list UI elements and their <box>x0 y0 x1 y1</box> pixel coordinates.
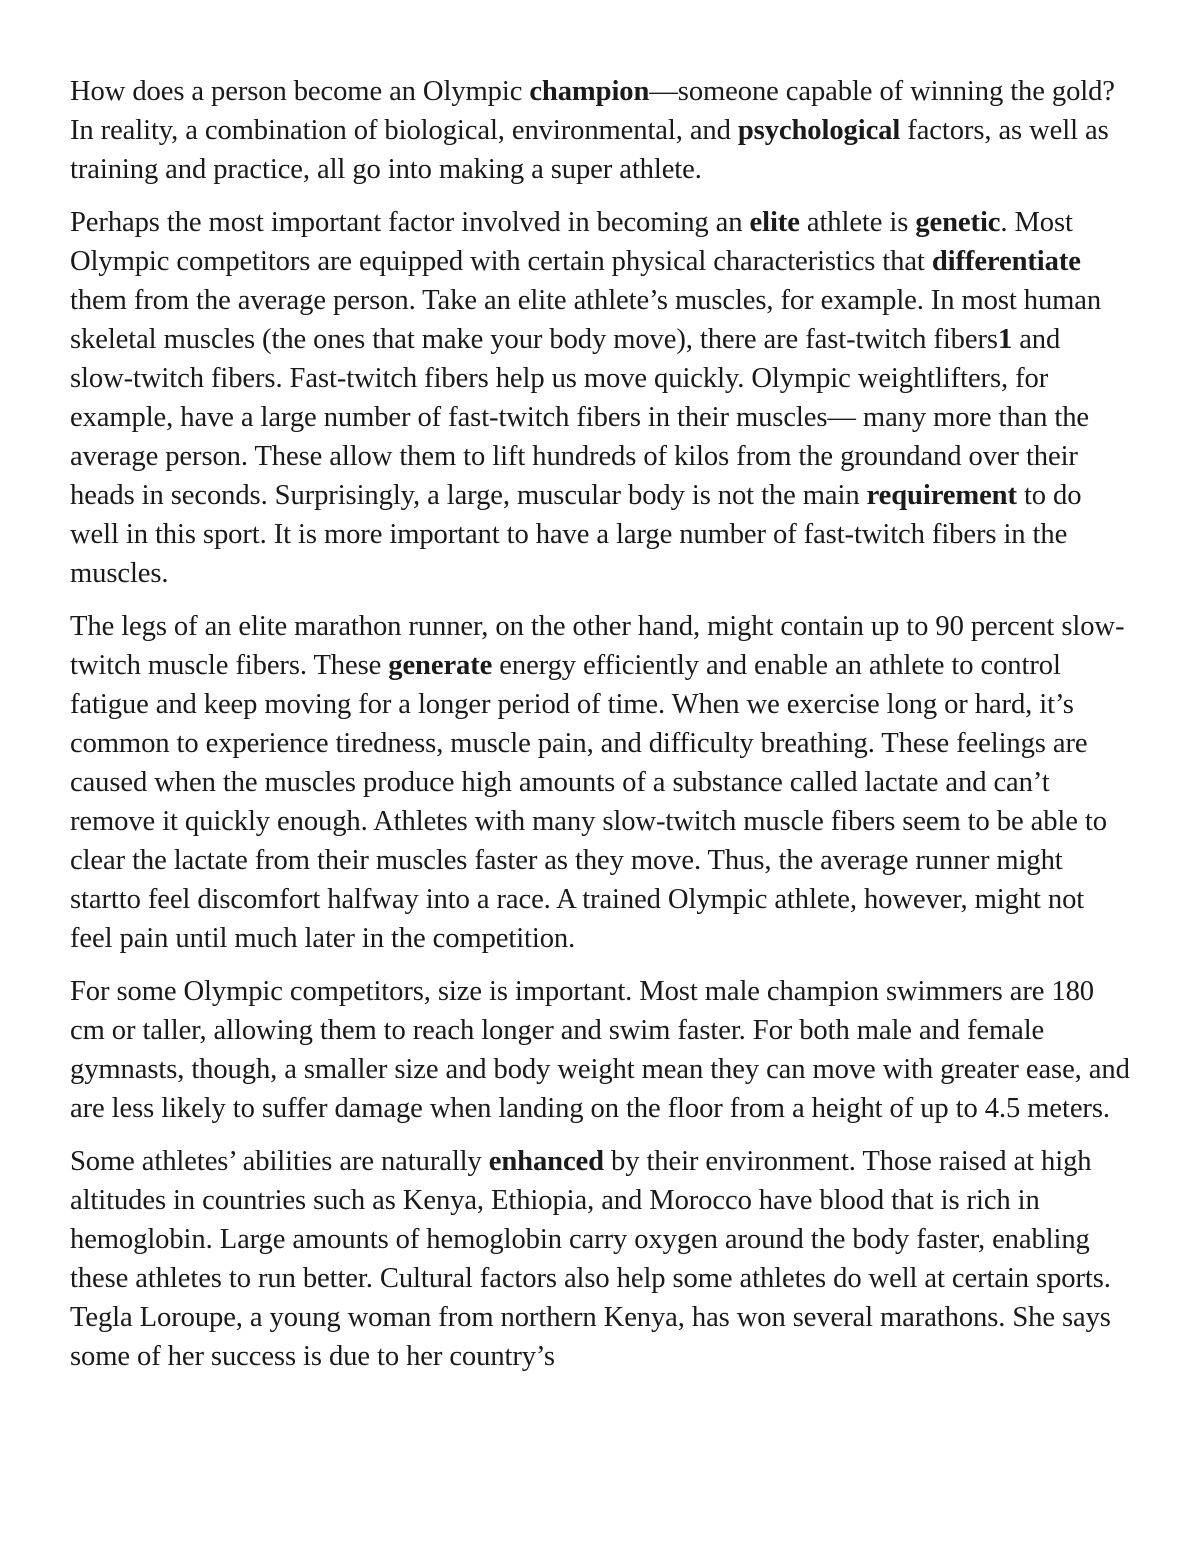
document-page <box>70 72 1130 1390</box>
text-run: energy efficiently and enable an athlete to control fatigue and keep moving for a longer period of time. When we exercise long or hard, it’s common to experience tiredness, muscle pain, and difficulty breathing. These feelings are caused when the muscles produce high amounts of a substance called lactate and can’t remove it quickly enough. Athletes with many slow-twitch muscle fibers seem to be able to clear the lactate from their muscles faster as they move. Thus, the average runner might startto feel discomfort halfway into a race. A trained Olympic athlete, however, might not feel pain until much later in the competition. <box>70 650 1107 954</box>
bold-term-genetic: genetic <box>915 207 1001 238</box>
paragraph-1 <box>70 72 1130 189</box>
paragraph-3 <box>70 607 1130 958</box>
text-run: . Most Olympic competitors are equipped with certain physical characteristics that <box>70 207 1073 277</box>
paragraph-4 <box>70 972 1130 1128</box>
text-run: Perhaps the most important factor involved in becoming an <box>70 207 750 238</box>
text-run: The legs of an elite marathon runner, on the other hand, might contain up to 90 percent slow-twitch muscle fibers. These <box>70 611 1125 681</box>
bold-term-differentiate: differentiate <box>931 246 1081 277</box>
text-run: them from the average person. Take an elite athlete’s muscles, for example. In most human skeletal muscles (the ones that make your body move), there are fast-twitch fibers <box>70 285 1102 355</box>
text-run: Some athletes’ abilities are naturally <box>70 1146 489 1177</box>
text-run: factors, as well as training and practice, all go into making a super athlete. <box>70 115 1109 185</box>
footnote-marker-1: 1 <box>997 324 1013 355</box>
text-run: —someone capable of winning the gold? In reality, a combination of biological, environmental, and <box>70 76 1115 146</box>
text-run: athlete is <box>799 207 916 238</box>
text-run: and slow-twitch fibers. Fast-twitch fibers help us move quickly. Olympic weightlifters, for example, have a large number of fast-twitch fibers in their muscles— many more than the average person. These allow them to lift hundreds of kilos from the groundand over their heads in seconds. Surprisingly, a large, muscular body is not the main <box>70 324 1090 511</box>
bold-term-enhanced: enhanced <box>488 1146 604 1177</box>
bold-term-generate: generate <box>388 650 493 681</box>
text-run: to do well in this sport. It is more important to have a large number of fast-twitch fibers in the muscles. <box>70 480 1082 589</box>
bold-term-requirement: requirement <box>866 480 1017 511</box>
text-run: How does a person become an Olympic <box>70 76 530 107</box>
paragraph-2 <box>70 203 1130 593</box>
text-run: by their environment. Those raised at high altitudes in countries such as Kenya, Ethiopia, and Morocco have blood that is rich in hemoglobin. Large amounts of hemoglobin carry oxygen around the body faster, enabling these athletes to run better. Cultural factors also help some athletes do well at certain sports. Tegla Loroupe, a young woman from northern Kenya, has won several marathons. She says some of her success is due to her country’s <box>70 1146 1111 1372</box>
text-run: For some Olympic competitors, size is important. Most male champion swimmers are 180 cm or taller, allowing them to reach longer and swim faster. For both male and female gymnasts, though, a smaller size and body weight mean they can move with greater ease, and are less likely to suffer damage when landing on the floor from a height of up to 4.5 meters. <box>70 976 1130 1124</box>
paragraph-5 <box>70 1142 1130 1376</box>
bold-term-psychological: psychological <box>737 115 901 146</box>
bold-term-elite: elite <box>749 207 800 238</box>
bold-term-champion: champion <box>529 76 650 107</box>
